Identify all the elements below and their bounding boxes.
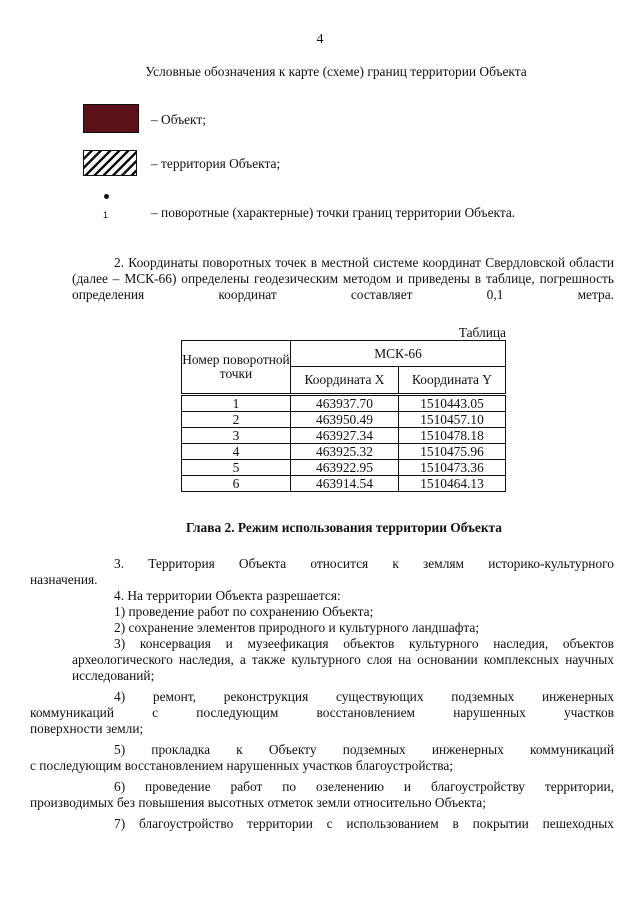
- table-row: [182, 428, 506, 444]
- list-item-4-line-3: поверхности земли;: [30, 721, 144, 736]
- coordinates-table: [181, 340, 506, 492]
- table-row: [182, 476, 506, 492]
- list-item-4-line-1: 4) ремонт, реконструкция существующих подземных инженерных: [114, 689, 614, 704]
- cell-coordinate-x: 463922.95: [291, 460, 399, 476]
- cell-point-number: 4: [182, 444, 291, 460]
- cell-coordinate-y: 1510464.13: [399, 476, 506, 492]
- cell-point-number: 2: [182, 412, 291, 428]
- legend-title: Условные обозначения к карте (схеме) границ территории Объекта: [145, 64, 527, 79]
- list-item-3-line-3: научных исследований;: [72, 652, 614, 683]
- cell-coordinate-x: 463937.70: [291, 395, 399, 412]
- cell-coordinate-y: 1510478.18: [399, 428, 506, 444]
- cell-coordinate-x: 463914.54: [291, 476, 399, 492]
- header-coordinate-system: МСК-66: [291, 341, 506, 367]
- cell-coordinate-y: 1510473.36: [399, 460, 506, 476]
- header-point-number: Номер поворотной точки: [182, 341, 291, 395]
- table-row: [182, 412, 506, 428]
- list-item-7-line-1: 7) благоустройство территории с использованием в покрытии пешеходных: [114, 816, 614, 831]
- legend-territory-text: – территория Объекта;: [151, 156, 281, 171]
- paragraph-3-line-2: назначения.: [30, 572, 98, 587]
- legend-object-swatch: [83, 104, 139, 133]
- cell-point-number: 6: [182, 476, 291, 492]
- table-row: [182, 444, 506, 460]
- list-item-5-line-1: 5) прокладка к Объекту подземных инженерных коммуникаций: [114, 742, 614, 757]
- page-number: 4: [316, 32, 324, 47]
- paragraph-2-line-3: и приведены в таблице, погрешность определения координат составляет 0,1 метра.: [72, 271, 614, 302]
- paragraph-2-line-1: 2. Координаты поворотных точек в местной системе координат: [114, 255, 482, 270]
- paragraph-2: [72, 255, 614, 303]
- cell-point-number: 1: [182, 395, 291, 412]
- cell-coordinate-x: 463925.32: [291, 444, 399, 460]
- paragraph-3-line-1: 3. Территория Объекта относится к землям историко-культурного: [114, 556, 614, 571]
- list-item-1: 1) проведение работ по сохранению Объекта;: [114, 604, 374, 619]
- legend-object-text: – Объект;: [151, 112, 206, 127]
- list-item-6-line-2: производимых без повышения высотных отметок земли относительно Объекта;: [30, 795, 486, 810]
- cell-coordinate-y: 1510475.96: [399, 444, 506, 460]
- list-item-3-line-1: 3) консервация и музеефикация объектов культурного наследия, объектов: [114, 636, 614, 651]
- chapter-heading: Глава 2. Режим использования территории Объекта: [186, 520, 502, 535]
- legend-point-icon: [104, 194, 109, 199]
- table-row: [182, 460, 506, 476]
- list-item-2: 2) сохранение элементов природного и культурного ландшафта;: [114, 620, 480, 635]
- table-caption: Таблица: [458, 325, 506, 340]
- list-item-6-line-1: 6) проведение работ по озеленению и благоустройству территории,: [114, 779, 614, 794]
- legend-territory-swatch: [83, 150, 137, 176]
- list-item-7: [72, 816, 614, 832]
- list-item-4: [30, 689, 614, 737]
- paragraph-4: 4. На территории Объекта разрешается:: [114, 588, 341, 603]
- legend-point-number: 1: [103, 210, 109, 220]
- header-coordinate-x: Координата X: [291, 367, 399, 395]
- table-row: [182, 395, 506, 412]
- cell-point-number: 3: [182, 428, 291, 444]
- cell-coordinate-x: 463927.34: [291, 428, 399, 444]
- paragraph-3: [30, 556, 614, 588]
- list-item-6: [30, 779, 614, 811]
- paragraph-2-line-2: Свердловской области (далее – МСК-66) определены геодезическим методом: [72, 255, 615, 286]
- cell-coordinate-x: 463950.49: [291, 412, 399, 428]
- cell-point-number: 5: [182, 460, 291, 476]
- list-item-3-line-2: археологического наследия, а также культурного слоя на основании комплексных: [72, 652, 560, 667]
- list-item-5: [30, 742, 614, 774]
- list-item-4-line-2: коммуникаций с последующим восстановлением нарушенных участков: [30, 705, 614, 720]
- list-item-5-line-2: с последующим восстановлением нарушенных участков благоустройства;: [30, 758, 454, 773]
- list-item-3: [72, 636, 614, 684]
- cell-coordinate-y: 1510443.05: [399, 395, 506, 412]
- legend-point-text: – поворотные (характерные) точки границ территории Объекта.: [151, 205, 516, 220]
- header-coordinate-y: Координата Y: [399, 367, 506, 395]
- cell-coordinate-y: 1510457.10: [399, 412, 506, 428]
